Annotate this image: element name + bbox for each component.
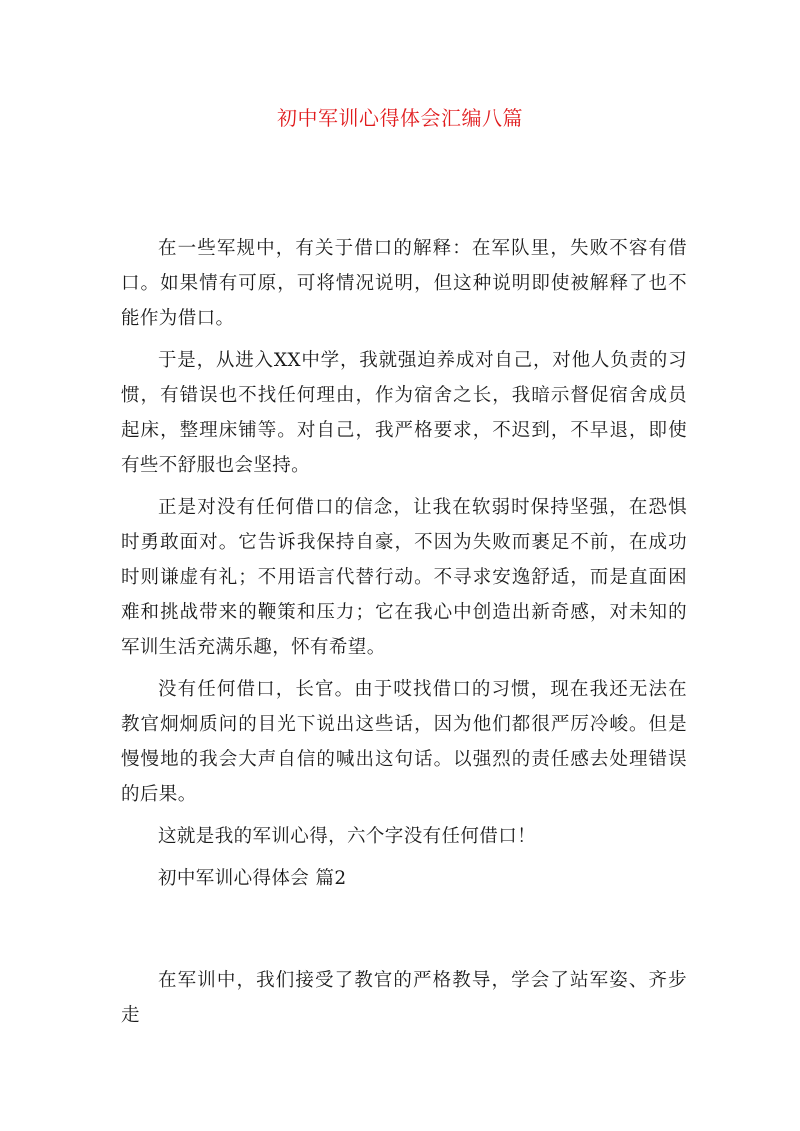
- paragraph-2: 于是，从进入XX中学，我就强迫养成对自己，对他人负责的习惯，有错误也不找任何理由，作为宿舍之长，我暗示督促宿舍成员起床，整理床铺等。对自己，我严格要求，不迟到，不早退，即使有些不舒服也会坚持。: [121, 350, 687, 476]
- paragraph-1: 在一些军规中，有关于借口的解释：在军队里，失败不容有借口。如果情有可原，可将情况说明，但这种说明即使被解释了也不能作为借口。: [121, 238, 687, 329]
- paragraph-4: 没有任何借口，长官。由于哎找借口的习惯，现在我还无法在教官炯炯质问的目光下说出这些话，因为他们都很严厉冷峻。但是慢慢地的我会大声自信的喊出这句话。以强烈的责任感去处理错误的后果。: [121, 679, 687, 805]
- paragraph-3: 正是对没有任何借口的信念，让我在软弱时保持坚强，在恐惧时勇敢面对。它告诉我保持自豪，不因为失败而裹足不前，在成功时则谦虚有礼；不用语言代替行动。不寻求安逸舒适，而是直面困难和挑战带来的鞭策和压力；它在我心中创造出新奇感，对未知的军训生活充满乐趣，怀有希望。: [121, 497, 687, 658]
- document-title: 初中军训心得体会汇编八篇: [277, 106, 523, 130]
- document-body: [121, 231, 687, 1033]
- paragraph-5: 这就是我的军训心得，六个字没有任何借口！: [158, 826, 537, 847]
- section2-first-line: 在军训中，我们接受了教官的严格教导，学会了站军姿、齐步走: [121, 970, 687, 1026]
- section-heading: 初中军训心得体会 篇2: [158, 868, 347, 889]
